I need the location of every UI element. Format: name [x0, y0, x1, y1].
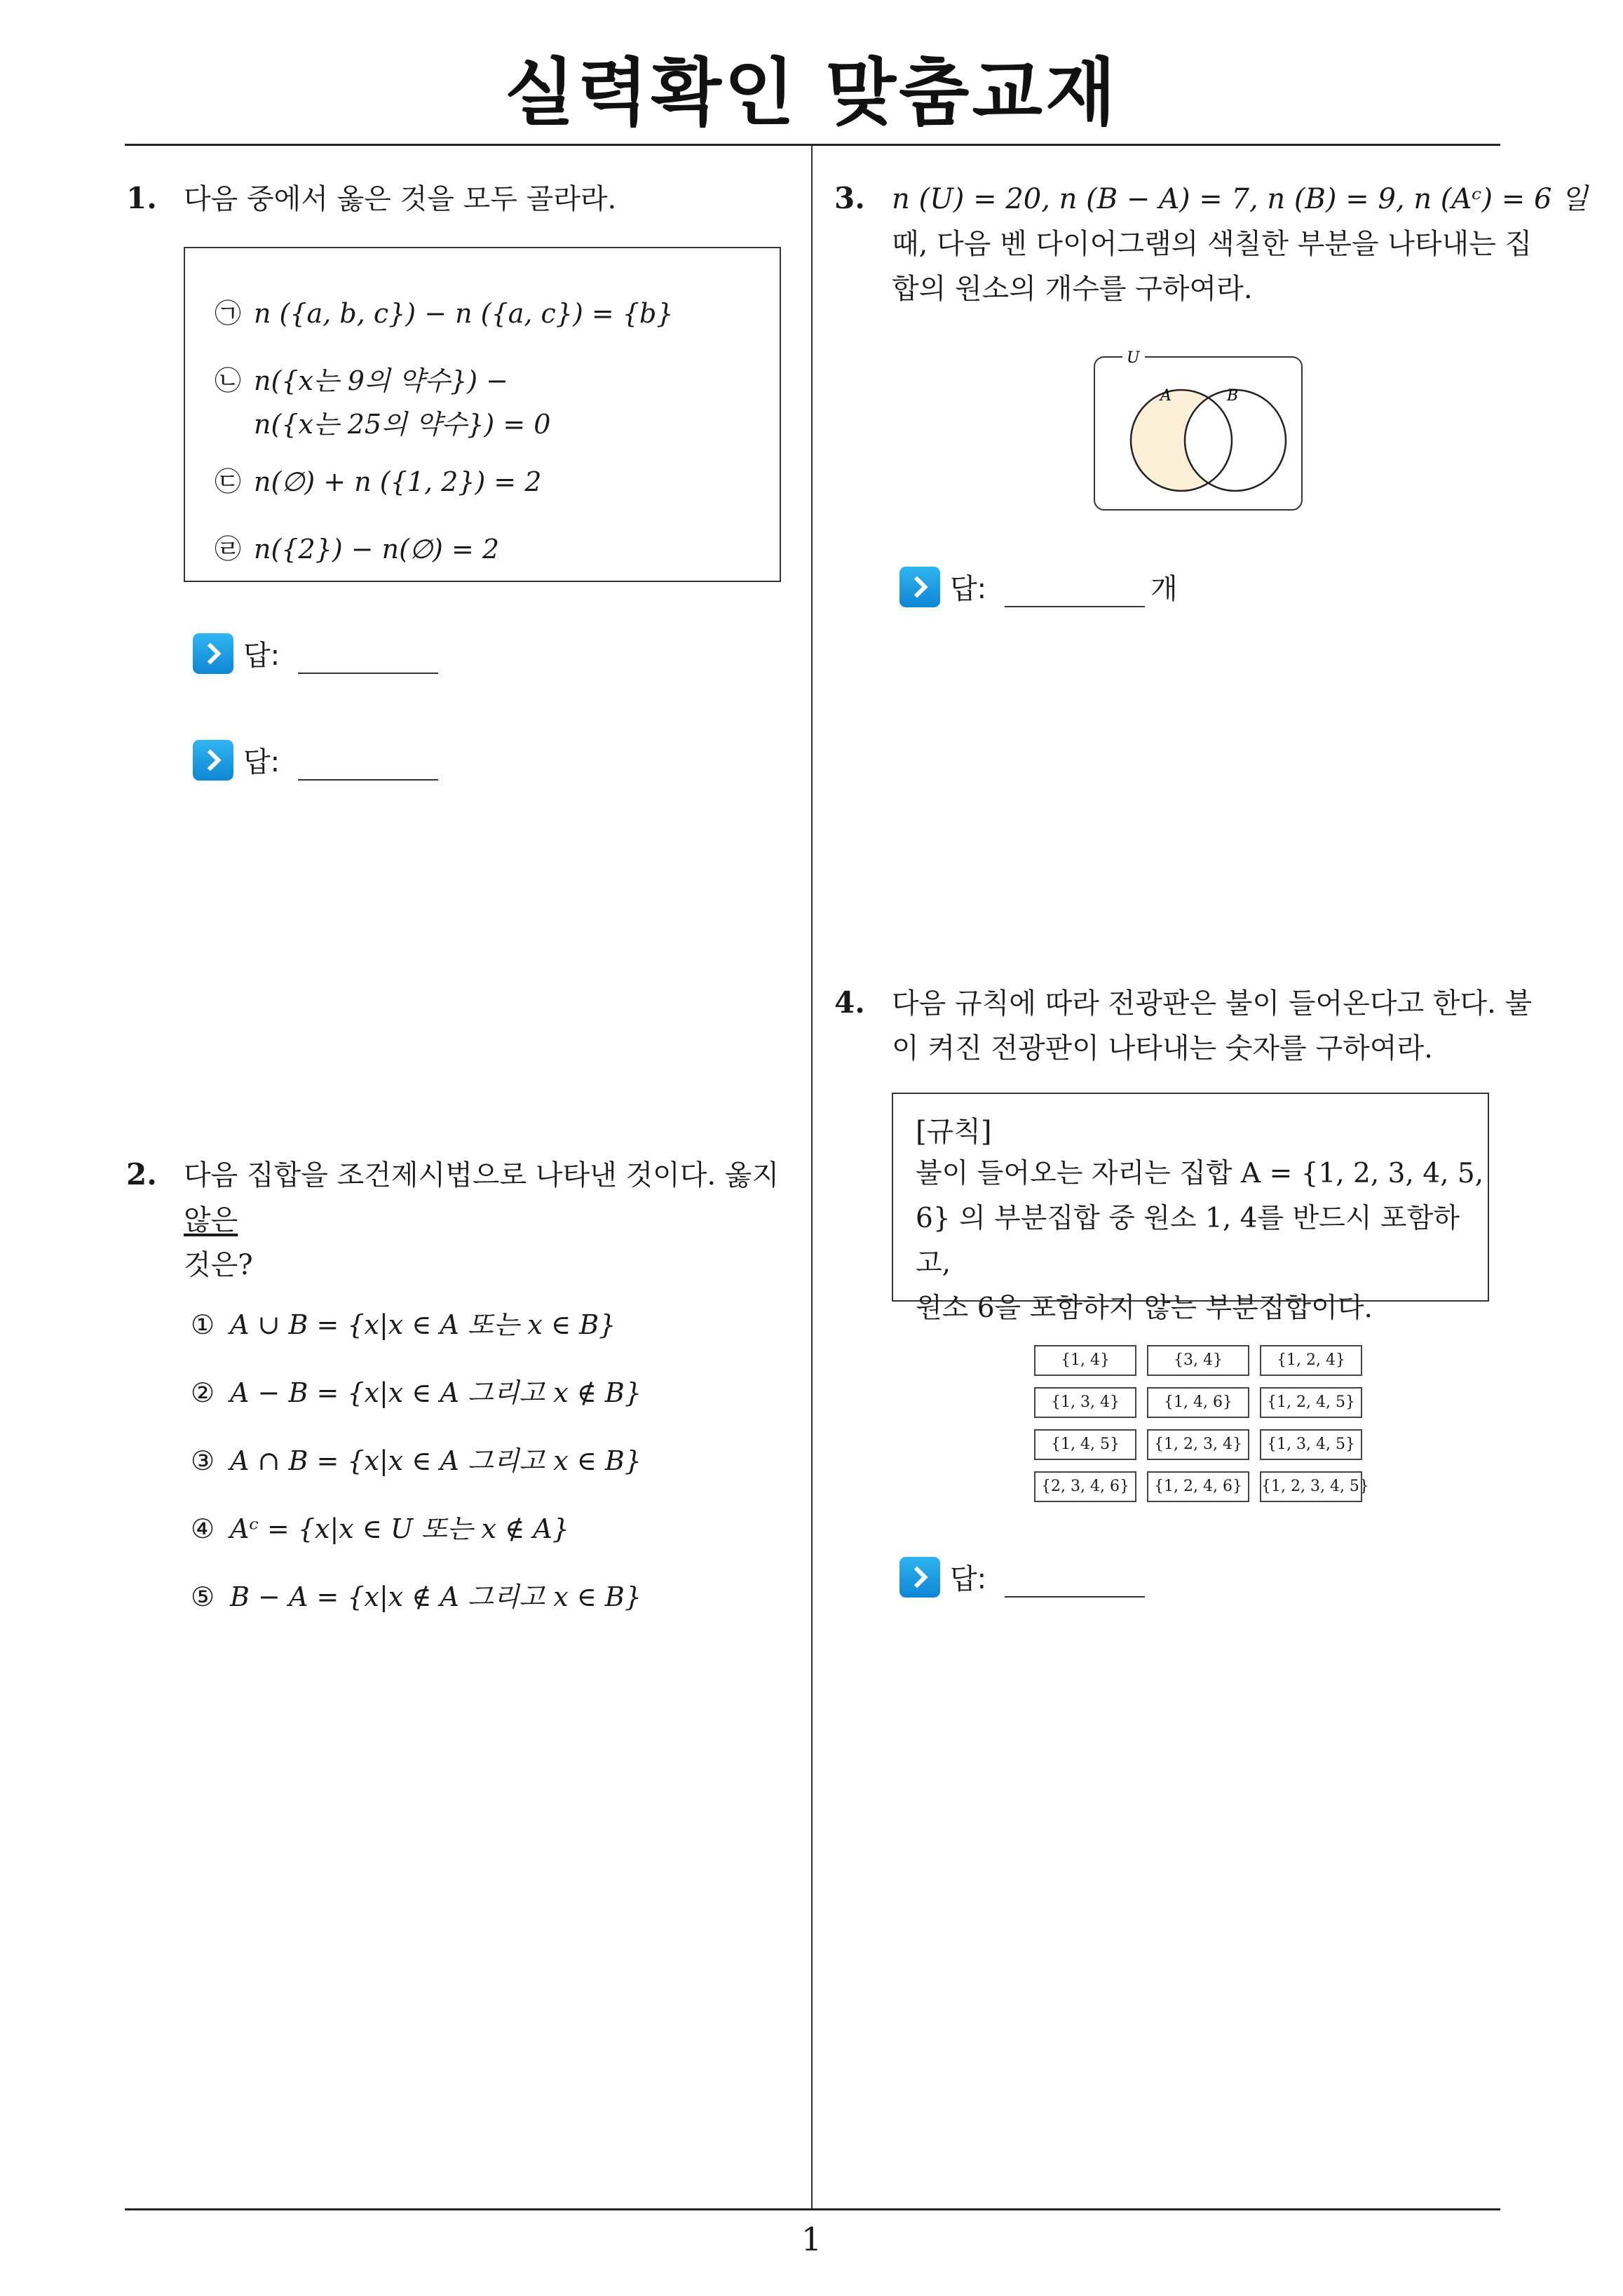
board-cell: {1, 4, 5} — [1034, 1429, 1136, 1460]
q4-text-line-1: 다음 규칙에 따라 전광판은 불이 들어온다고 한다. 불 — [892, 987, 1533, 1020]
header-rule — [125, 144, 1500, 146]
venn-label-a: A — [1160, 387, 1172, 405]
board-cell: {1, 4, 6} — [1147, 1387, 1249, 1418]
q2-text — [184, 1153, 801, 1288]
option-mark: ③ — [191, 1445, 215, 1476]
q4-number: 4. — [834, 985, 865, 1020]
board-cell: {3, 4} — [1147, 1345, 1249, 1376]
option-mark: ⑤ — [191, 1581, 215, 1612]
q2-text-part-2: 것은? — [184, 1249, 253, 1281]
page-number: 1 — [801, 2220, 822, 2258]
option-text: Aᶜ = {x|x ∈ U 또는 x ∉ A} — [230, 1513, 569, 1544]
option-text: B − A = {x|x ∉ A 그리고 x ∈ B} — [230, 1581, 642, 1612]
answer-blank[interactable] — [1005, 606, 1145, 607]
q1-item-4-text: n({2}) − n(∅) = 2 — [254, 534, 500, 565]
q2-number: 2. — [126, 1157, 157, 1191]
footer-rule — [125, 2208, 1500, 2210]
q2-text-emphasis: 않은 — [184, 1204, 238, 1236]
answer-label: 답: — [950, 573, 987, 605]
q2-option-2[interactable] — [191, 1371, 641, 1410]
q4-rule-text — [916, 1152, 1488, 1331]
q1-item-1-text: n ({a, b, c}) − n ({a, c}) = {b} — [254, 298, 674, 329]
q1-item-3 — [215, 460, 541, 499]
q1-item-2-text-2: n({x는 25의 약수}) = 0 — [254, 409, 551, 440]
answer-label: 답: — [950, 1563, 987, 1595]
venn-label-b: B — [1227, 387, 1239, 405]
board-cell: {1, 4} — [1034, 1345, 1136, 1376]
answer-unit: 개 — [1150, 573, 1178, 605]
answer-label: 답: — [243, 746, 280, 778]
q1-item-2-continued — [254, 403, 550, 441]
q1-statement-box — [184, 247, 781, 582]
q4-rule-line-2: 6} 의 부분집합 중 원소 1, 4를 반드시 포함하고, — [916, 1203, 1460, 1279]
q4-rule-line-1: 불이 들어오는 자리는 집합 A = {1, 2, 3, 4, 5, — [916, 1158, 1484, 1189]
q3-answer — [899, 567, 1194, 609]
board-cell: {1, 2, 4, 6} — [1147, 1471, 1249, 1502]
q4-text-line-2: 이 켜진 전광판이 나타내는 숫자를 구하여라. — [892, 1032, 1433, 1065]
venn-diagram — [1090, 347, 1308, 515]
board-cell: {1, 2, 3, 4} — [1147, 1429, 1249, 1460]
q3-number: 3. — [834, 181, 865, 215]
answer-blank[interactable] — [298, 673, 438, 674]
q2-option-5[interactable] — [191, 1575, 641, 1614]
q2-option-3[interactable] — [191, 1439, 641, 1478]
q1-item-4-mark: ㉣ — [215, 534, 242, 565]
q1-item-2 — [215, 359, 508, 398]
q2-text-part-1: 다음 집합을 조건제시법으로 나타낸 것이다. 옳지 — [184, 1159, 780, 1191]
answer-label: 답: — [243, 640, 280, 672]
column-divider — [811, 146, 813, 2208]
q1-text: 다음 중에서 옳은 것을 모두 골라라. — [184, 183, 617, 215]
q2-option-4[interactable] — [191, 1507, 569, 1546]
chevron-right-icon — [193, 633, 233, 674]
chevron-right-icon — [899, 567, 940, 607]
q1-item-1-mark: ㉠ — [215, 298, 242, 329]
q1-answer-2 — [193, 740, 459, 782]
q1-item-3-mark: ㉢ — [215, 466, 242, 497]
q4-text — [892, 981, 1532, 1071]
q1-answer-1 — [193, 633, 459, 675]
chevron-right-icon — [899, 1557, 940, 1598]
option-mark: ① — [191, 1309, 215, 1340]
option-text: A ∪ B = {x|x ∈ A 또는 x ∈ B} — [230, 1309, 616, 1340]
option-mark: ④ — [191, 1513, 215, 1544]
page-title: 실력확인 맞춤교재 — [504, 50, 1119, 135]
option-text: A − B = {x|x ∈ A 그리고 x ∉ B} — [230, 1377, 642, 1408]
q1-item-3-text: n(∅) + n ({1, 2}) = 2 — [254, 466, 542, 497]
q3-text-line-2: 때, 다음 벤 다이어그램의 색칠한 부분을 나타내는 집 — [892, 228, 1533, 260]
board-cell: {1, 2, 3, 4, 5} — [1260, 1471, 1362, 1502]
q1-number: 1. — [126, 181, 157, 215]
q1-item-1 — [215, 292, 673, 330]
board-cell: {1, 3, 4, 5} — [1260, 1429, 1362, 1460]
q4-rule-box — [892, 1093, 1489, 1324]
chevron-right-icon — [193, 740, 233, 781]
answer-blank[interactable] — [1005, 1596, 1145, 1598]
answer-blank[interactable] — [298, 779, 438, 781]
q4-answer — [899, 1557, 1166, 1599]
board-cell: {2, 3, 4, 6} — [1034, 1471, 1136, 1502]
q3-text — [892, 177, 1588, 311]
q2-option-1[interactable] — [191, 1303, 616, 1342]
q3-text-line-1: n (U) = 20, n (B − A) = 7, n (B) = 9, n (Aᶜ) = 6 일 — [892, 183, 1588, 215]
option-text: A ∩ B = {x|x ∈ A 그리고 x ∈ B} — [230, 1445, 642, 1476]
q1-item-2-mark: ㉡ — [215, 365, 242, 396]
q3-text-line-3: 합의 원소의 개수를 구하여라. — [892, 273, 1253, 305]
q1-item-4 — [215, 527, 499, 566]
venn-label-u: U — [1127, 349, 1140, 367]
q4-rule-title: [규칙] — [916, 1116, 992, 1148]
board-cell: {1, 2, 4, 5} — [1260, 1387, 1362, 1418]
option-mark: ② — [191, 1377, 215, 1408]
board-cell: {1, 3, 4} — [1034, 1387, 1136, 1418]
q1-item-2-text: n({x는 9의 약수}) − — [254, 365, 508, 396]
board-cell: {1, 2, 4} — [1260, 1345, 1362, 1376]
q4-rule-line-3: 원소 6을 포함하지 않는 부분집합이다. — [916, 1292, 1373, 1324]
